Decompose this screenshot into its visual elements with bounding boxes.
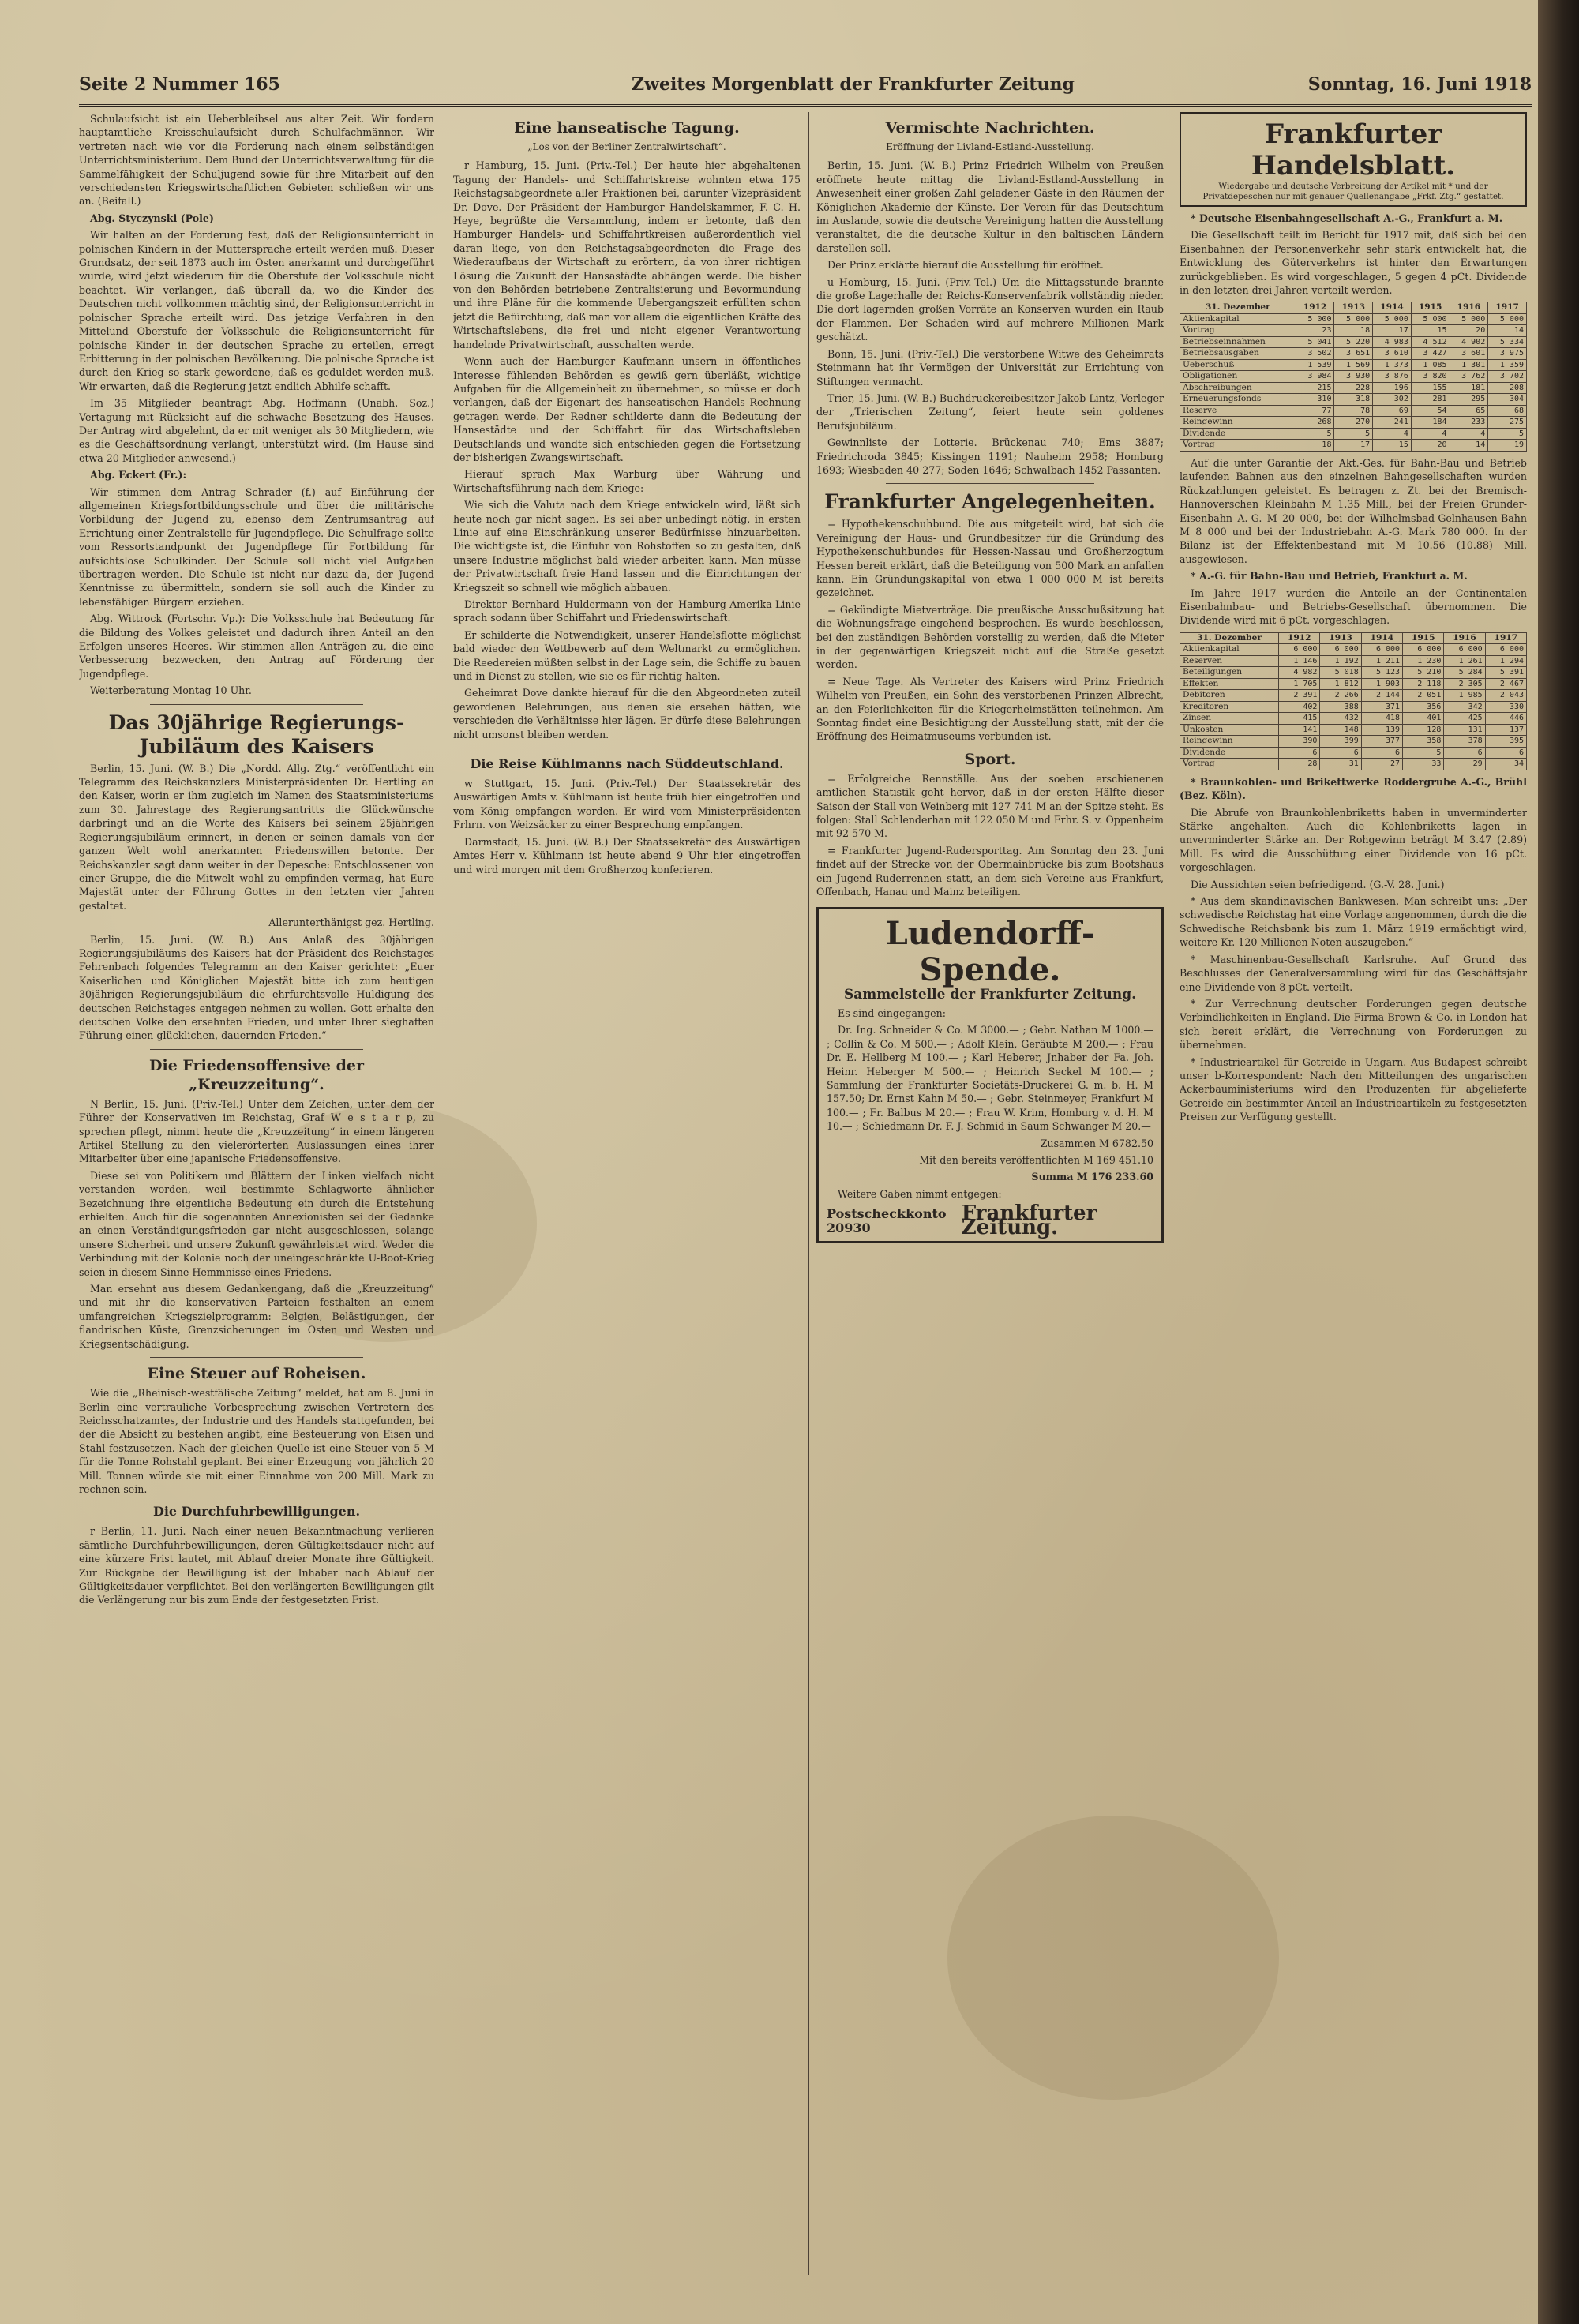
- table-cell: 17: [1334, 440, 1373, 452]
- table-cell: 5 000: [1450, 313, 1488, 325]
- article-paragraph: = Erfolgreiche Rennställe. Aus der soeben erschienenen amtlichen Statistik geht hervor, daß in der ersten Hälfte dieser Saison der Stall von Weinberg mit 127 741 M an der Spitze steht. Es folgen: Stall Schlenderhan mit 122 050 M und Frhr. S. v. Oppenheim mit 92 570 M.: [816, 772, 1164, 840]
- table-cell: 6: [1444, 747, 1485, 759]
- table-cell: 1 373: [1373, 359, 1412, 371]
- subtotal-value: 6782.50: [1112, 1137, 1153, 1149]
- table-cell: 356: [1403, 701, 1444, 713]
- table-cell: Ueberschuß: [1180, 359, 1296, 371]
- table-cell: 1 230: [1403, 655, 1444, 667]
- table-cell: 5 018: [1320, 667, 1361, 679]
- table-header-cell: 1916: [1450, 302, 1488, 314]
- donation-box: [816, 907, 1164, 1244]
- table-cell: Dividende: [1180, 747, 1279, 759]
- article-headline: * Deutsche Eisenbahngesellschaft A.-G., Frankfurt a. M.: [1191, 212, 1503, 224]
- divider: [886, 483, 1094, 484]
- article-paragraph: = Gekündigte Mietverträge. Die preußische Ausschußsitzung hat die Wohnungsfrage eingehend besprochen. Es wurde beschlossen, bei den zuständigen Behörden vorstellig zu werden, daß die Mieter in der gegenwärtigen Kriegszeit nicht auf die Straße gesetzt werden.: [816, 603, 1164, 671]
- article-paragraph: Geheimrat Dove dankte hierauf für die den Abgeordneten zuteil gewordenen Belehrungen, aus denen sie ersehen hätten, wie verschieden die Verhältnisse hier lägen. Er dürfe diese Belehrungen nicht umsonst bleiben werden.: [453, 687, 801, 740]
- article-headline: Frankfurter Angelegenheiten.: [824, 490, 1156, 514]
- table-cell: 19: [1488, 440, 1527, 452]
- table-cell: 33: [1403, 759, 1444, 770]
- article-paragraph: Schulaufsicht ist ein Ueberbleibsel aus alter Zeit. Wir fordern hauptamtliche Kreisschulaufsicht durch Schulfachmänner. Wir vertreten nach wie vor die Forderung nach einem selbständigen Unterrichtsministerium. Dem Bund der Unterrichtsverwaltung für die Sammelfähigkeit der Schuljugend sowie für ihre Mitarbeit auf den verschiedensten Kriegswirtschaftlichen Gebieten schließen wir uns an. (Beifall.): [79, 113, 434, 208]
- table-cell: 3 702: [1488, 371, 1527, 383]
- article-headline: Vermischte Nachrichten.: [885, 119, 1095, 137]
- speaker-name: Abg. Styczynski (Pole): [90, 212, 214, 224]
- article-paragraph: Der Prinz erklärte hierauf die Ausstellung für eröffnet.: [827, 259, 1104, 272]
- table-header-cell: 31. Dezember: [1180, 302, 1296, 314]
- table-cell: 6: [1320, 747, 1361, 759]
- table-row: [1180, 336, 1527, 348]
- handelsblatt-header: [1180, 112, 1527, 207]
- table-cell: 20: [1450, 325, 1488, 337]
- article-paragraph: Die Gesellschaft teilt im Bericht für 1917 mit, daß sich bei den Eisenbahnen der Personenverkehr sehr stark entwickelt hat, die Entwicklung des Güterverkehrs ist hinter den Erwartungen zurückgeblieben. Es wird vorgeschlagen, 5 gegen 4 pCt. Dividende in den letzten drei Jahren verteilt werden.: [1180, 229, 1527, 297]
- table-cell: Reingewinn: [1180, 417, 1296, 429]
- table-cell: 196: [1373, 382, 1412, 394]
- article-paragraph: Wir stimmen dem Antrag Schrader (f.) auf Einführung der allgemeinen Kriegsfortbildungsschule und über die militärische Vorbildung der Jugend zu, ebenso dem Zentrumsantrag auf Errichtung einer Zentralstelle für Jugendpflege. Die Schulfrage sollte vom Ressortstandpunkt der Jugendpflege für Fortbildung für aufsichtslose Schulkinder. Der Schule soll nicht viel Aufgaben übertragen werden. Die Schule ist nicht nur dazu da, der Jugend Kenntnisse zu übermitteln, sondern sie soll auch die Kinder zu lebensfähigen Bürgern erziehen.: [79, 485, 434, 608]
- table-cell: 5 391: [1485, 667, 1526, 679]
- table-cell: 5 000: [1411, 313, 1450, 325]
- table-cell: 28: [1279, 759, 1320, 770]
- masthead: [79, 69, 1532, 107]
- table-row: [1180, 313, 1527, 325]
- table-cell: 2 391: [1279, 690, 1320, 702]
- table-cell: 401: [1403, 713, 1444, 725]
- table-cell: 1 705: [1279, 678, 1320, 690]
- table-cell: 77: [1296, 405, 1334, 417]
- table-cell: 4: [1411, 428, 1450, 440]
- article-paragraph: Weiterberatung Montag 10 Uhr.: [90, 684, 252, 697]
- table-cell: 139: [1361, 724, 1402, 736]
- table-cell: 14: [1488, 325, 1527, 337]
- donation-total: [827, 1170, 1153, 1183]
- article-paragraph: Wenn auch der Hamburger Kaufmann unsern in öffentliches Interesse fühlenden Behörden es gewiß gern überläßt, wichtige Aufgaben für die Allgemeinheit zu übernehmen, so müsse er doch verlangen, daß der Eigenart des hanseatischen Handels Rechnung getragen werde. Der Redner schilderte dann die Bedeutung der Hansestädte und der Schiffahrt für das Wirtschaftsleben Deutschlands und wandte sich entschieden gegen die Fortsetzung der bisherigen Zwangswirtschaft.: [453, 355, 801, 463]
- table-cell: 5 000: [1373, 313, 1412, 325]
- divider: [150, 1049, 363, 1050]
- donation-footer: [827, 1201, 1153, 1239]
- table-cell: Vortrag: [1180, 440, 1296, 452]
- table-cell: Effekten: [1180, 678, 1279, 690]
- article-paragraph: Bonn, 15. Juni. (Priv.-Tel.) Die verstorbene Witwe des Geheimrats Steinmann hat ihr Vermögen der Universität zur Errichtung von Stiftungen vermacht.: [816, 347, 1164, 388]
- table-cell: 241: [1373, 417, 1412, 429]
- book-spine: [1538, 0, 1579, 2324]
- table-cell: Obligationen: [1180, 371, 1296, 383]
- table-cell: 1 146: [1279, 655, 1320, 667]
- table-cell: 4: [1450, 428, 1488, 440]
- article-subheadline: „Los von der Berliner Zentralwirtschaft“.: [527, 141, 726, 152]
- article-paragraph: Diese sei von Politikern und Blättern der Linken vielfach nicht verstanden worden, weil bestimmte Schlagworte ähnlicher Bezeichnung ihre eigentliche Bedeutung ein durch die Entstehung erhielten. Auch für die sogenannten Annexionisten sei der Gedanke an einen Verständigungsfrieden gar nicht ausgeschlossen, solange unsere Sicherheit und unsere Zukunft gewährleistet wird. Weder die Verbindung mit der Kolonie noch der uneingeschränkte U-Boot-Krieg seien in diesem Sinne Hemmnisse eines Friedens.: [79, 1169, 434, 1278]
- table-row: [1180, 724, 1527, 736]
- signature: Allerunterthänigst gez. Hertling.: [268, 916, 434, 929]
- table-header-cell: 1917: [1485, 632, 1526, 644]
- table-cell: Reingewinn: [1180, 736, 1279, 748]
- table-cell: Betriebsausgaben: [1180, 348, 1296, 360]
- table-cell: 1 812: [1320, 678, 1361, 690]
- table-cell: 302: [1373, 394, 1412, 406]
- table-row: [1180, 690, 1527, 702]
- article-paragraph: Gewinnliste der Lotterie. Brückenau 740; Ems 3887; Friedrichroda 3845; Kissingen 1191; Nauheim 2958; Homburg 1693; Wiesbaden 40 277; Soden 1646; Schwalbach 1452 Passanten.: [816, 437, 1164, 476]
- table-cell: 5 041: [1296, 336, 1334, 348]
- article-paragraph: * Aus dem skandinavischen Bankwesen. Man schreibt uns: „Der schwedische Reichstag hat eine Vorlage angenommen, durch die die Schwedische Reichsbank bis zum 1. März 1919 ermächtigt wird, weitere Kr. 120 Millionen Noten auszugeben.“: [1180, 895, 1527, 949]
- table-cell: 1 261: [1444, 655, 1485, 667]
- article-headline: Eine hanseatische Tagung.: [514, 119, 740, 137]
- table-cell: 23: [1296, 325, 1334, 337]
- table-row: [1180, 655, 1527, 667]
- table-cell: 415: [1279, 713, 1320, 725]
- table-cell: 3 984: [1296, 371, 1334, 383]
- article-paragraph: Darmstadt, 15. Juni. (W. B.) Der Staatssekretär des Auswärtigen Amtes Herr v. Kühlmann ist heute abend 9 Uhr hier eingetroffen und wird morgen mit dem Großherzog konferieren.: [453, 835, 801, 875]
- table-cell: 208: [1488, 382, 1527, 394]
- table-cell: 1 211: [1361, 655, 1402, 667]
- table-cell: 215: [1296, 382, 1334, 394]
- table-cell: 155: [1411, 382, 1450, 394]
- article-paragraph: Er schilderte die Notwendigkeit, unserer Handelsflotte möglichst bald wieder den Wettbewerb auf dem Weltmarkt zu ermöglichen. Die Reedereien müßten selbst in der Lage sein, die Schiffe zu bauen und in Dienst zu stellen, wie sie es für richtig halten.: [453, 628, 801, 683]
- article-paragraph: Wie sich die Valuta nach dem Kriege entwickeln wird, läßt sich heute noch gar nicht sagen. Es sei aber unbedingt nötig, in ersten Linie auf eine Einschränkung unserer Bedürfnisse hinzuarbeiten. Die wichtigste ist, die Einfuhr von Rohstoffen so zu gestalten, daß unsere Industrie möglichst bald wieder arbeiten kann. Man müsse der Privatwirtschaft freie Hand lassen und die Einrichtungen der Kriegszeit so schnell wie möglich abbauen.: [453, 499, 801, 594]
- table-cell: 2 144: [1361, 690, 1402, 702]
- table-cell: 3 975: [1488, 348, 1527, 360]
- article-paragraph: Im 35 Mitglieder beantragt Abg. Hoffmann (Unabh. Soz.) Vertagung mit Rücksicht auf die schwache Besetzung des Hauses. Der Antrag wird abgelehnt, da er mit weniger als 30 Mitgliedern, wie es die Geschäftsordnung verlangt, unterstützt wird. (Im Hause sind etwa 20 Mitglieder anwesend.): [79, 397, 434, 464]
- article-paragraph: = Neue Tage. Als Vertreter des Kaisers wird Prinz Friedrich Wilhelm von Preußen, ein Sohn des verstorbenen Prinzen Albrecht, an den Feierlichkeiten für die Kriegerheimstätten teilnehmen. Am Sonntag findet eine Besichtigung der Ausstellung statt, mit der die Eröffnung des Heimatmuseums verbunden ist.: [816, 675, 1164, 743]
- table-cell: 2 043: [1485, 690, 1526, 702]
- article-headline: * A.-G. für Bahn-Bau und Betrieb, Frankfurt a. M.: [1191, 570, 1468, 583]
- table-cell: 6: [1361, 747, 1402, 759]
- table-cell: 4 512: [1411, 336, 1450, 348]
- column-rule: [808, 112, 809, 2275]
- article-headline: Die Friedensoffensive der „Kreuzzeitung“.: [149, 1056, 364, 1093]
- table-cell: 304: [1488, 394, 1527, 406]
- article-subheadline: Eröffnung der Livland-Estland-Ausstellung.: [886, 141, 1094, 152]
- article-paragraph: Trier, 15. Juni. (W. B.) Buchdruckereibesitzer Jakob Lintz, Verleger der „Trierischen Zeitung“, feiert heute sein goldenes Berufsjubiläum.: [816, 392, 1164, 432]
- table-cell: 418: [1361, 713, 1402, 725]
- table-cell: Kreditoren: [1180, 701, 1279, 713]
- table-cell: 1 359: [1488, 359, 1527, 371]
- table-cell: 148: [1320, 724, 1361, 736]
- landtag-report: [79, 112, 434, 698]
- table-cell: 275: [1488, 417, 1527, 429]
- table-cell: 3 762: [1450, 371, 1488, 383]
- table-cell: 432: [1320, 713, 1361, 725]
- table-cell: 5 284: [1444, 667, 1485, 679]
- previous-label: Mit den bereits veröffentlichten M: [919, 1153, 1093, 1166]
- column-3: [816, 112, 1164, 2275]
- table-cell: 4: [1373, 428, 1412, 440]
- table-row: [1180, 678, 1527, 690]
- table-row: [1180, 428, 1527, 440]
- table-cell: 27: [1361, 759, 1402, 770]
- table-header-cell: 1914: [1373, 302, 1412, 314]
- table-cell: Vortrag: [1180, 759, 1279, 770]
- issue-date: Sonntag, 16. Juni 1918: [1307, 74, 1532, 95]
- article-paragraph: Die Abrufe von Braunkohlenbriketts haben in unverminderter Stärke angehalten. Auch die Kohlenbriketts lagen in unverminderter Stärke an. Der Rohgewinn beträgt M 3.47 (2.89) Mill. Es wird die Ausschüttung einer Dividende von 16 pCt. vorgeschlagen.: [1180, 806, 1527, 874]
- divider: [150, 1357, 363, 1358]
- table-row: [1180, 394, 1527, 406]
- table-header-cell: 1915: [1411, 302, 1450, 314]
- table-row: [1180, 405, 1527, 417]
- table-cell: 1 085: [1411, 359, 1450, 371]
- table-row: [1180, 417, 1527, 429]
- table-cell: 1 985: [1444, 690, 1485, 702]
- table-cell: 233: [1450, 417, 1488, 429]
- section-notice: Wiedergabe und deutsche Verbreitung der Artikel mit * und der Privatdepeschen nur mit genauer Quellenangabe „Frkf. Ztg.“ gestattet.: [1202, 182, 1504, 201]
- article-paragraph: * Industrieartikel für Getreide in Ungarn. Aus Budapest schreibt unser b-Korrespondent: Nach den Mitteilungen des ungarischen Ackerbauministeriums wird den Produzenten für abgelieferte Getreide ein bestimmter Anteil an Industrieartikeln zu festgesetzten Preisen zur Verfügung gestellt.: [1180, 1055, 1527, 1123]
- article-paragraph: = Frankfurter Jugend-Rudersporttag. Am Sonntag den 23. Juni findet auf der Strecke von der Obermainbrücke bis zum Bootshaus ein Jugend-Ruderrennen statt, an dem sich Vereine aus Frankfurt, Offenbach, Hanau und Mainz beteiligen.: [816, 844, 1164, 898]
- table-cell: Betriebseinnahmen: [1180, 336, 1296, 348]
- donation-previous: [827, 1153, 1153, 1167]
- table-cell: 6 000: [1320, 644, 1361, 656]
- table-cell: Aktienkapital: [1180, 644, 1279, 656]
- table-cell: 5 123: [1361, 667, 1402, 679]
- article-paragraph: Berlin, 15. Juni. (W. B.) Aus Anlaß des 30jährigen Regierungsjubiläums des Kaisers hat der Präsident des Reichstages Fehrenbach folgendes Telegramm an den Kaiser gerichtet: „Euer Kaiserlichen und Königlichen Majestät bitte ich zum heutigen 30jährigen Regierungsjubiläum die ehrfurchtsvolle Huldigung des deutschen Reichstages entgegen nehmen zu wollen. Gott erhalte den deutschen Volke den ersehnten Frieden, und unter Ihrer sieghaften Führung einen glücklichen, dauernden Frieden.“: [79, 933, 434, 1042]
- table-row: [1180, 644, 1527, 656]
- table-cell: 5 000: [1334, 313, 1373, 325]
- table-cell: Zinsen: [1180, 713, 1279, 725]
- article-paragraph: * Maschinenbau-Gesellschaft Karlsruhe. Auf Grund des Beschlusses der Generalversammlung wird für das Geschäftsjahr eine Dividende von 8 pCt. verteilt.: [1180, 953, 1527, 993]
- donation-title: Ludendorff-Spende.: [885, 914, 1095, 988]
- table-cell: 1 301: [1450, 359, 1488, 371]
- table-header-cell: 1915: [1403, 632, 1444, 644]
- table-cell: 5: [1403, 747, 1444, 759]
- table-cell: 228: [1334, 382, 1373, 394]
- table-row: [1180, 325, 1527, 337]
- table-cell: 5 334: [1488, 336, 1527, 348]
- section-title: Frankfurter Handelsblatt.: [1251, 118, 1456, 182]
- table-cell: 390: [1279, 736, 1320, 748]
- table-cell: 6 000: [1485, 644, 1526, 656]
- table-cell: 399: [1320, 736, 1361, 748]
- table-cell: 6 000: [1361, 644, 1402, 656]
- article-paragraph: Berlin, 15. Juni. (W. B.) Die „Nordd. Allg. Ztg.“ veröffentlicht ein Telegramm des Reichskanzlers Ministerpräsidenten Dr. Hertling an den Kaiser, worin er ihm zugleich im Namen des Staatsministeriums zum 30. Jahrestage des Regierungsantritts die Glückwünsche darbringt und an die Worte des Kaisers bei seinem 25jährigen Regierungsjubiläum erinnert, in denen er seinen damals von der ganzen Welt wohl anerkannten Friedenswillen betonte. Der Reichskanzler sagt dann weiter in der Depesche: Entschlossenen von einer Gruppe, die die Mitwelt wohl zu empfinden vermag, hat Eure Majestät unter der Führung Gottes in den letzten vier Jahren gestaltet.: [79, 762, 434, 912]
- table-cell: Aktienkapital: [1180, 313, 1296, 325]
- column-4: [1180, 112, 1527, 2275]
- table-cell: 15: [1373, 440, 1412, 452]
- table-cell: 31: [1320, 759, 1361, 770]
- page-number: Seite 2 Nummer 165: [79, 74, 280, 95]
- table-cell: 6 000: [1403, 644, 1444, 656]
- table-cell: 184: [1411, 417, 1450, 429]
- table-cell: 5: [1488, 428, 1527, 440]
- table-cell: 141: [1279, 724, 1320, 736]
- table-cell: 5 220: [1334, 336, 1373, 348]
- table-cell: 68: [1488, 405, 1527, 417]
- table-cell: 1 903: [1361, 678, 1402, 690]
- table-cell: 4 982: [1279, 667, 1320, 679]
- article-paragraph: r Berlin, 11. Juni. Nach einer neuen Bekanntmachung verlieren sämtliche Durchfuhrbewilligungen, deren Gültigkeitsdauer nicht auf eine kürzere Frist lautet, mit Ablauf dreier Monate ihre Gültigkeit. Zur Rückgabe der Bewilligung ist der Inhaber nach Ablauf der Gültigkeitsdauer verpflichtet. Bei den verlängerten Bewilligungen gilt die Verlängerung nur bis zum Ende der festgesetzten Frist.: [79, 1525, 434, 1606]
- table-cell: 3 601: [1450, 348, 1488, 360]
- newspaper-title: Zweites Morgenblatt der Frankfurter Zeitung: [632, 74, 1075, 95]
- column-2: [453, 112, 801, 2275]
- table-row: [1180, 701, 1527, 713]
- table-cell: 6 000: [1444, 644, 1485, 656]
- table-cell: 5: [1334, 428, 1373, 440]
- table-cell: 1 192: [1320, 655, 1361, 667]
- table-cell: Unkosten: [1180, 724, 1279, 736]
- table-row: [1180, 382, 1527, 394]
- article-paragraph: Wir halten an der Forderung fest, daß der Religionsunterricht in polnischen Kindern in der Muttersprache erteilt werden muß. Dieser Grundsatz, der seit 1873 auch im Osten anerkannt und durchgeführt wurde, wird jetzt wiederum für die Oberstufe der Volksschule nicht beachtet. Wir verlangen, daß überall da, wo die Kinder des Deutschen nicht vollkommen mächtig sind, der Religionsunterricht in polnischer Sprache erteilt wird. Das jetzige Verfahren in den Mittelund Oberstufe der Volksschule die Religionsunterricht für polnische Kinder in der deutschen Sprache zu erteilen, erregt Erbitterung in der polnischen Bevölkerung. Die polnische Sprache ist durch den Krieg so stark gewordene, daß es geduldet werden muß. Wir erwarten, daß die Regierung jetzt endlich Abhilfe schafft.: [79, 229, 434, 392]
- article-headline: Sport.: [964, 750, 1016, 768]
- table-cell: 5: [1296, 428, 1334, 440]
- table-cell: 358: [1403, 736, 1444, 748]
- table-cell: 18: [1334, 325, 1373, 337]
- table-cell: 295: [1450, 394, 1488, 406]
- table-row: [1180, 371, 1527, 383]
- postcheck-number: 20930: [827, 1220, 871, 1235]
- article-headline: Die Durchfuhrbewilligungen.: [152, 1504, 361, 1520]
- table-cell: 181: [1450, 382, 1488, 394]
- table-cell: Reserve: [1180, 405, 1296, 417]
- table-cell: 20: [1411, 440, 1450, 452]
- table-cell: 281: [1411, 394, 1450, 406]
- table-cell: Reserven: [1180, 655, 1279, 667]
- article-paragraph: u Homburg, 15. Juni. (Priv.-Tel.) Um die Mittagsstunde brannte die große Lagerhalle der Reichs-Konservenfabrik vollständig nieder. Die dort lagernden großen Vorräte an Konserven wurden ein Raub der Flammen. Der Schaden wird auf mehrere Millionen Mark geschätzt.: [816, 276, 1164, 343]
- table-row: [1180, 348, 1527, 360]
- table-cell: 378: [1444, 736, 1485, 748]
- table-header-cell: 1916: [1444, 632, 1485, 644]
- table-row: [1180, 759, 1527, 770]
- article-paragraph: Wie die „Rheinisch-westfälische Zeitung“ meldet, hat am 8. Juni in Berlin eine vertrauliche Vorbesprechung zwischen Vertretern des Reichsschatzamtes, der Industrie und des Handels stattgefunden, bei der die Absicht zu bestehen angibt, eine Besteuerung von Eisen und Stahl festzusetzen. Nach der gleichen Quelle ist eine Steuer von 5 M für die Tonne Rohstahl geplant. Bei einer Erzeugung von jährlich 20 Mill. Tonnen würde sie mit einer Einnahme von 200 Mill. Mark zu rechnen sein.: [79, 1387, 434, 1495]
- article-paragraph: N Berlin, 15. Juni. (Priv.-Tel.) Unter dem Zeichen, unter dem der Führer der Konservativen im Reichstag, Graf W e s t a r p, zu sprechen pflegt, nimmt heute die „Kreuzzeitung“ in einem längeren Artikel Stellung zu den vielerörterten Auslassungen eines ihrer Mitarbeiter über eine japanische Friedensoffensive.: [79, 1097, 434, 1165]
- table-cell: 2 266: [1320, 690, 1361, 702]
- article-paragraph: Abg. Wittrock (Fortschr. Vp.): Die Volksschule hat Bedeutung für die Bildung des Volkes geleistet und dadurch ihren Anteil an den Erfolgen unseres Heeres. Wir stimmen allen Anträgen zu, die eine Verbesserung bezwecken, den Antrag auf Förderung der Jugendpflege.: [79, 613, 434, 680]
- table-row: [1180, 667, 1527, 679]
- table-cell: 69: [1373, 405, 1412, 417]
- table-cell: 388: [1320, 701, 1361, 713]
- table-cell: 78: [1334, 405, 1373, 417]
- column-1: [79, 112, 434, 2275]
- donation-subtotal: [827, 1137, 1153, 1150]
- table-cell: 3 427: [1411, 348, 1450, 360]
- table-cell: 3 930: [1334, 371, 1373, 383]
- table-cell: 268: [1296, 417, 1334, 429]
- table-header-cell: 31. Dezember: [1180, 632, 1279, 644]
- postcheck-account: [827, 1207, 962, 1235]
- table-cell: Dividende: [1180, 428, 1296, 440]
- table-header-cell: 1912: [1279, 632, 1320, 644]
- table-cell: 446: [1485, 713, 1526, 725]
- table-header-cell: 1912: [1296, 302, 1334, 314]
- divider: [150, 704, 363, 705]
- subtotal-label: Zusammen M: [1040, 1137, 1109, 1149]
- table-cell: Erneuerungsfonds: [1180, 394, 1296, 406]
- donation-intro: Es sind eingegangen:: [838, 1006, 946, 1019]
- total-label: Summa M: [1031, 1171, 1088, 1183]
- table-header-cell: 1913: [1320, 632, 1361, 644]
- table-cell: 2 305: [1444, 678, 1485, 690]
- article-paragraph: Man ersehnt aus diesem Gedankengang, daß die „Kreuzzeitung“ und mit ihr die konservativen Parteien festhalten an einem umfangreichen Kriegszielprogramm: Belgien, Belästigungen, der flandrischen Küste, Grenzsicherungen im Osten und Westen und Kriegsentschädigung.: [79, 1283, 434, 1350]
- table-cell: 402: [1279, 701, 1320, 713]
- article-paragraph: Hierauf sprach Max Warburg über Währung und Wirtschaftsführung nach dem Kriege:: [453, 468, 801, 494]
- table-cell: Abschreibungen: [1180, 382, 1296, 394]
- table-cell: 310: [1296, 394, 1334, 406]
- previous-value: 169 451.10: [1096, 1153, 1153, 1166]
- table-cell: 137: [1485, 724, 1526, 736]
- table-cell: Beteiligungen: [1180, 667, 1279, 679]
- table-cell: 3 610: [1373, 348, 1412, 360]
- table-cell: 34: [1485, 759, 1526, 770]
- article-paragraph: Direktor Bernhard Huldermann von der Hamburg-Amerika-Linie sprach sodann über Schiffahrt und Friedenswirtschaft.: [453, 598, 801, 624]
- table-row: [1180, 747, 1527, 759]
- table-cell: 270: [1334, 417, 1373, 429]
- table-cell: 15: [1411, 325, 1450, 337]
- table-cell: 6: [1485, 747, 1526, 759]
- total-value: 176 233.60: [1091, 1171, 1153, 1183]
- article-headline: Die Reise Kühlmanns nach Süddeutschland.: [470, 756, 784, 772]
- table-cell: 371: [1361, 701, 1402, 713]
- table-cell: 330: [1485, 701, 1526, 713]
- table-cell: 318: [1334, 394, 1373, 406]
- article-paragraph: = Hypothekenschuhbund. Die aus mitgeteilt wird, hat sich die Vereinigung der Haus- und Grundbesitzer für die Gründung des Hypothekenschuhbundes für Hessen-Nassau und Großherzogtum Hessen bereit erklärt, daß die Beteiligung von 500 Mark an anfallen kann. Ein Gründungskapital von etwa 1 000 000 M ist bereits gezeichnet.: [816, 518, 1164, 599]
- table-cell: 2 467: [1485, 678, 1526, 690]
- table-cell: 6 000: [1279, 644, 1320, 656]
- table-cell: 5 000: [1488, 313, 1527, 325]
- article-paragraph: Die Aussichten seien befriedigend. (G.-V. 28. Juni.): [1191, 878, 1445, 890]
- table-header-row: [1180, 632, 1527, 644]
- article-headline: Eine Steuer auf Roheisen.: [147, 1365, 366, 1383]
- table-cell: 29: [1444, 759, 1485, 770]
- table-cell: 3 820: [1411, 371, 1450, 383]
- financial-table-1: [1180, 302, 1527, 452]
- article-paragraph: Berlin, 15. Juni. (W. B.) Prinz Friedrich Wilhelm von Preußen eröffnete heute mittag die Livland-Estland-Ausstellung in Anwesenheit einer großen Zahl geladener Gäste in den Räumen der Königlichen Akademie der Künste. Der Verein für das Deutschtum im Auslande, sowie die deutsche Vereinigung hatten die Ausstellung veranstaltet, die die deutsche Kultur in den baltischen Ländern darstellen soll.: [816, 159, 1164, 254]
- article-paragraph: Auf die unter Garantie der Akt.-Ges. für Bahn-Bau und Betrieb laufenden Bahnen aus den einzelnen Bahngesellschaften wurden Rückzahlungen geleistet. Es betragen z. Zt. bei der Bremisch-Hannoverschen Kleinbahn M 1.35 Mill., bei der Freien Grunder-Eisenbahn A.-G. M 20 000, bei der Wilhelmsbad-Gelnhausen-Bahn M 8 000 und bei der Industriebahn A.-G. Mark 780 000. In der Bilanz ist der Effektenbestand mit M 10.56 (10.88) Mill. ausgewiesen.: [1180, 456, 1527, 565]
- table-cell: 2 118: [1403, 678, 1444, 690]
- table-cell: 2 051: [1403, 690, 1444, 702]
- donation-subtitle: Sammelstelle der Frankfurter Zeitung.: [843, 986, 1137, 1003]
- speaker-name: Abg. Eckert (Fr.):: [90, 469, 187, 482]
- article-headline: * Braunkohlen- und Brikettwerke Roddergrube A.-G., Brühl (Bez. Köln).: [1180, 775, 1527, 802]
- financial-table-2: [1180, 632, 1527, 770]
- article-paragraph: w Stuttgart, 15. Juni. (Priv.-Tel.) Der Staatssekretär des Auswärtigen Amts v. Kühlmann ist heute früh hier eingetroffen und vom König empfangen worden. Er wird vom Ministerpräsidenten Frhrn. von Weizsäcker zu einer Besprechung empfangen.: [453, 778, 801, 831]
- table-cell: 18: [1296, 440, 1334, 452]
- table-cell: 14: [1450, 440, 1488, 452]
- table-row: [1180, 359, 1527, 371]
- table-cell: 6: [1279, 747, 1320, 759]
- table-cell: 395: [1485, 736, 1526, 748]
- table-header-row: [1180, 302, 1527, 314]
- table-cell: Vortrag: [1180, 325, 1296, 337]
- table-cell: 3 502: [1296, 348, 1334, 360]
- table-cell: 5 210: [1403, 667, 1444, 679]
- article-paragraph: * Zur Verrechnung deutscher Forderungen gegen deutsche Verbindlichkeiten in England. Die Firma Brown & Co. in London hat sich bereit erklärt, die Verrechnung von Forderungen zu übernehmen.: [1180, 997, 1527, 1051]
- table-row: [1180, 440, 1527, 452]
- donation-list: Dr. Ing. Schneider & Co. M 3000.— ; Gebr. Nathan M 1000.— ; Collin & Co. M 500.— ; Adolf Klein, Geräubte M 200.— ; Frau Dr. E. Hellberg M 100.— ; Karl Heberer, Jnhaber der Fa. Joh. Heinr. Heberger M 500.— ; Heinrich Seckel M 100.— ; Sammlung der Frankfurter Societäts-Druckerei G. m. b. H. M 157.50; Dr. Ernst Kahn M 50.— ; Gebr. Steinmeyer, Frankfurt M 100.— ; Fr. Balbus M 20.— ; Frau W. Krim, Homburg v. d. H. M 10.— ; Schiedmann Dr. F. J. Schmid in Saum Schwanger M 20.—: [827, 1024, 1153, 1133]
- article-paragraph: r Hamburg, 15. Juni. (Priv.-Tel.) Der heute hier abgehaltenen Tagung der Handels- und Schiffahrtskreise wohnten etwa 175 Reichstagsabgeordnete aller Fraktionen bei, darunter Vizepräsident Dr. Dove. Der Präsident der Hamburger Handelskammer, F. C. H. Heye, begrüßte die Versammlung, indem er betonte, daß den Hamburger Handels- und Schiffahrtkreisen außerordentlich viel daran liege, von den Reichstagsabgeordneten die Frage des Wiederaufbaus der Wirtschaft zu erörtern, da von ihrer richtigen Lösung die Zukunft der Hansastädte abhängen werde. Die bisher von den Behörden betriebene Zentralisierung und Bevormundung und ihre Pläne für die kommende Uebergangszeit erfüllten schon jetzt die Befürchtung, daß man vor allem die eigentlichen Kräfte des Wirtschaftslebens, die frei und nicht eigener Verantwortung handelnde Privatwirtschaft, ausschalten werde.: [453, 159, 801, 350]
- table-cell: 3 876: [1373, 371, 1412, 383]
- table-cell: Debitoren: [1180, 690, 1279, 702]
- article-headline: Das 30jährige Regierungs-Jubiläum des Kaisers: [108, 710, 405, 758]
- table-cell: 1 294: [1485, 655, 1526, 667]
- table-cell: 54: [1411, 405, 1450, 417]
- donation-more: Weitere Gaben nimmt entgegen:: [838, 1187, 1002, 1200]
- table-cell: 4 983: [1373, 336, 1412, 348]
- table-row: [1180, 713, 1527, 725]
- table-cell: 1 569: [1334, 359, 1373, 371]
- table-cell: 425: [1444, 713, 1485, 725]
- donation-firm: Frankfurter Zeitung.: [961, 1201, 1097, 1239]
- postcheck-label: Postscheckkonto: [827, 1206, 947, 1222]
- table-cell: 342: [1444, 701, 1485, 713]
- table-header-cell: 1913: [1334, 302, 1373, 314]
- table-cell: 3 651: [1334, 348, 1373, 360]
- table-cell: 65: [1450, 405, 1488, 417]
- article-paragraph: Im Jahre 1917 wurden die Anteile an der Continentalen Eisenbahnbau- und Betriebs-Gesellschaft übernommen. Die Dividende wird mit 6 pCt. vorgeschlagen.: [1180, 587, 1527, 627]
- table-cell: 4 902: [1450, 336, 1488, 348]
- table-cell: 1 539: [1296, 359, 1334, 371]
- table-cell: 17: [1373, 325, 1412, 337]
- table-cell: 377: [1361, 736, 1402, 748]
- table-cell: 131: [1444, 724, 1485, 736]
- table-header-cell: 1914: [1361, 632, 1402, 644]
- table-cell: 5 000: [1296, 313, 1334, 325]
- table-row: [1180, 736, 1527, 748]
- table-cell: 128: [1403, 724, 1444, 736]
- table-header-cell: 1917: [1488, 302, 1527, 314]
